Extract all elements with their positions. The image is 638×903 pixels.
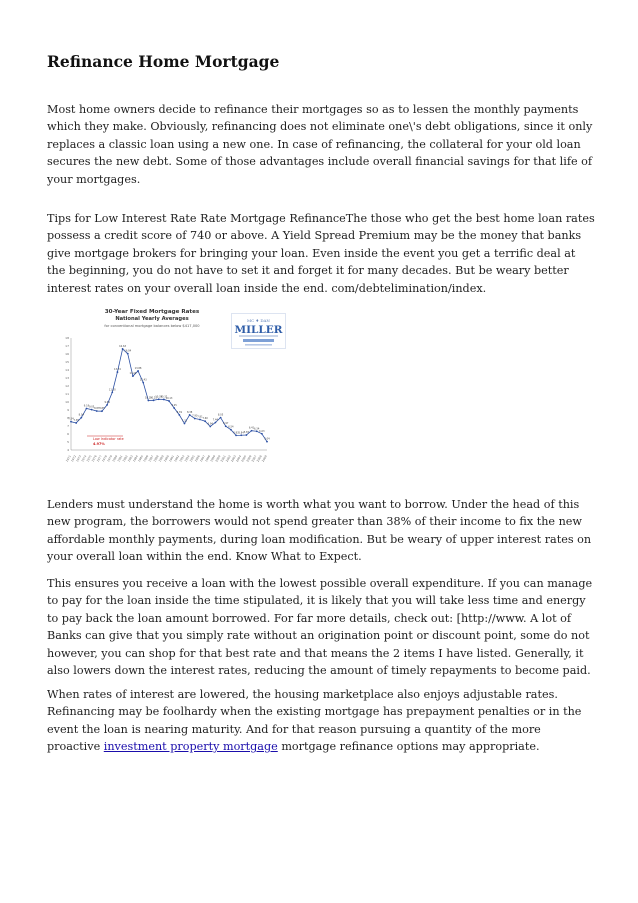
data-label: 5.84	[238, 431, 244, 435]
data-label: 9.05	[88, 405, 95, 409]
svg-text:MC ♦ DAN: MC ♦ DAN	[247, 318, 270, 323]
data-point	[153, 399, 155, 401]
x-tick-label: 2008	[255, 454, 263, 463]
paragraph-conclusion-text: When rates of interest are lowered, the housing marketplace also enjoys adjustable rates. Refinancing may be foolhardy when the existing mortgage has prepayment penalties or in the event the loan is nearing maturity. And for that reason pursuing a quantity of the more proactive	[47, 688, 582, 754]
x-tick-label: 1987	[147, 454, 155, 463]
data-label: 5.87	[243, 431, 250, 435]
x-tick-label: 1996	[193, 454, 201, 463]
y-tick-label: 7	[67, 424, 69, 428]
paragraph-conclusion	[47, 686, 595, 756]
series-line	[71, 349, 267, 442]
data-label: 13.74	[113, 368, 121, 372]
chart-title: 30-Year Fixed Mortgage Rates	[104, 309, 200, 315]
data-label: 8.04	[78, 413, 84, 417]
y-tick-label: 16	[65, 352, 69, 356]
x-tick-label: 2001	[219, 454, 227, 463]
x-tick-label: 1983	[126, 454, 134, 463]
data-label: 5.04	[264, 437, 270, 441]
x-tick-label: 1998	[204, 454, 212, 463]
x-tick-label: 1999	[209, 454, 217, 463]
data-point	[127, 353, 129, 355]
data-label: 6.03	[259, 429, 265, 433]
data-label: 7.81	[197, 415, 203, 419]
data-point	[122, 348, 124, 350]
y-tick-label: 13	[65, 376, 69, 380]
data-label: 13.88	[134, 366, 142, 370]
data-point	[220, 417, 222, 419]
y-tick-label: 15	[65, 360, 69, 364]
data-label: 8.87	[94, 407, 100, 411]
x-tick-label: 1986	[142, 454, 150, 463]
data-point	[178, 414, 180, 416]
data-label: 8.85	[99, 407, 105, 411]
y-tick-label: 17	[65, 344, 69, 348]
investment-property-mortgage-link[interactable]: investment property mortgage	[103, 740, 278, 754]
data-label: 9.19	[83, 404, 90, 408]
data-point	[117, 371, 119, 373]
data-label: 6.54	[228, 425, 234, 429]
data-point	[251, 430, 253, 432]
chart-annotation	[87, 436, 124, 446]
annotation-text: Low Indicator rate	[93, 437, 124, 441]
data-label: 10.34	[155, 395, 163, 399]
data-label: 6.41	[248, 426, 255, 430]
y-tick-label: 9	[67, 408, 69, 412]
x-tick-label: 1977	[95, 454, 103, 463]
data-label: 7.54	[68, 417, 74, 421]
y-tick-label: 4	[67, 448, 69, 452]
data-label: 6.94	[207, 422, 213, 426]
x-tick-label: 1972	[69, 454, 78, 463]
x-tick-label: 1994	[183, 454, 191, 463]
x-tick-label: 2002	[224, 454, 232, 463]
x-tick-label: 1981	[116, 454, 124, 463]
chart-marks	[68, 345, 270, 443]
data-point	[173, 407, 175, 409]
x-tick-label: 1984	[131, 454, 139, 463]
x-tick-label: 1975	[85, 454, 93, 463]
data-label: 7.38	[73, 418, 79, 422]
data-point	[86, 408, 88, 410]
data-label: 7.44	[212, 418, 219, 422]
x-tick-label: 1995	[188, 454, 196, 463]
data-label: 8.39	[176, 410, 182, 414]
x-tick-label: 1988	[152, 454, 160, 463]
y-tick-label: 14	[65, 368, 69, 372]
data-label: 7.93	[192, 414, 198, 418]
x-tick-label: 1985	[137, 454, 145, 463]
paragraph-conclusion-tail: mortgage refinance options may appropriate.	[277, 740, 540, 754]
data-point	[96, 410, 98, 412]
logo-text: MILLER	[234, 324, 283, 336]
data-label: 12.43	[139, 378, 147, 382]
data-label: 10.19	[144, 396, 152, 400]
data-point	[215, 422, 217, 424]
data-point	[204, 420, 206, 422]
data-point	[80, 417, 82, 419]
data-point	[75, 422, 77, 424]
logo-image	[231, 313, 286, 349]
x-tick-label: 1978	[100, 454, 108, 463]
data-point	[101, 410, 103, 412]
data-label: 5.83	[233, 431, 239, 435]
x-tick-label: 1992	[173, 454, 181, 463]
data-label: 16.04	[124, 349, 132, 353]
data-point	[245, 434, 247, 436]
x-tick-label: 1973	[75, 454, 83, 463]
x-tick-label: 1980	[111, 454, 119, 463]
paragraph-expenditure: This ensures you receive a loan with the lowest possible overall expenditure. If you can manage to pay for the loan inside the time stipulated, it is likely that you will take less time and energy to pay back the loan amount borrowed. For far more details, check out: [http://www. A lot of Banks can give that you simply rate without an origination point or discount point, some do not however, you can shop for that best rate and that means the 2 items I have listed. Generally, it also lowers down the interest rates, reducing the amount of timely repayments to become paid.	[47, 577, 593, 678]
data-point	[168, 400, 170, 402]
data-point	[70, 421, 72, 423]
page-title: Refinance Home Mortgage	[47, 52, 280, 71]
data-point	[261, 433, 263, 435]
data-label: 6.97	[223, 422, 229, 426]
data-label: 10.13	[165, 396, 173, 400]
x-tick-label: 1982	[121, 454, 129, 463]
x-tick-label: 2003	[229, 454, 237, 463]
data-point	[163, 399, 165, 401]
annotation-text: 4.97%	[93, 442, 105, 446]
x-tick-label: 1971	[64, 454, 72, 463]
x-tick-label: 2005	[240, 454, 248, 463]
data-label: 11.20	[108, 388, 116, 392]
data-label: 7.60	[202, 417, 208, 421]
y-tick-label: 18	[65, 336, 69, 340]
paragraph-lenders: Lenders must understand the home is worth what you want to borrow. Under the head of this new program, the borrowers would not spend greater than 38% of their income to fix the new affordable monthly payments, during loan modification. But be weary of upper interest rates on your overall loan within the end. Know What to Expect.	[47, 498, 592, 564]
x-tick-label: 2004	[235, 454, 243, 463]
x-tick-label: 2009	[260, 454, 268, 463]
data-point	[106, 404, 108, 406]
x-tick-label: 2006	[245, 454, 253, 463]
data-point	[209, 426, 211, 428]
data-point	[194, 418, 196, 420]
data-point	[199, 419, 201, 421]
data-label: 9.64	[104, 400, 110, 404]
x-tick-label: 2007	[250, 454, 258, 463]
data-point	[111, 392, 113, 394]
data-label: 8.05	[217, 413, 224, 417]
data-point	[184, 423, 186, 425]
data-label: 10.21	[150, 396, 157, 400]
x-tick-label: 1976	[90, 454, 98, 463]
data-point	[189, 414, 191, 416]
data-point	[230, 429, 232, 431]
data-point	[235, 434, 237, 436]
x-tick-label: 1974	[80, 454, 88, 463]
y-tick-label: 11	[65, 392, 69, 396]
x-tick-label: 1991	[167, 454, 176, 463]
data-label: 8.38	[186, 410, 193, 414]
data-point	[240, 434, 242, 436]
y-tick-label: 8	[67, 416, 69, 420]
y-tick-label: 5	[67, 440, 69, 444]
data-label: 16.63	[119, 344, 127, 348]
data-point	[91, 409, 93, 411]
data-point	[225, 425, 227, 427]
x-tick-label: 1997	[198, 454, 206, 463]
data-label: 6.34	[254, 427, 260, 431]
data-point	[147, 400, 149, 402]
chart-note: for conventional mortgage balances below $417,000	[104, 324, 200, 328]
x-tick-label: 1993	[178, 454, 186, 463]
x-tick-label: 1990	[162, 454, 170, 463]
data-point	[137, 370, 139, 372]
x-tick-label: 1989	[157, 454, 165, 463]
data-point	[142, 382, 144, 384]
paragraph-intro: Most home owners decide to refinance their mortgages so as to lessen the monthly payments which they make. Obviously, refinancing does not eliminate one\'s debt obligations, since it only replaces a classic loan using a new one. In case of refinancing, the collateral for your old loan secures the new debt. Some of those advantages include overall financial savings for that life of your mortgages.	[47, 103, 593, 186]
paragraph-tips: Tips for Low Interest Rate Rate Mortgage RefinanceThe those who get the best home loan rates possess a credit score of 740 or above. A Yield Spread Premium may be the money that banks give mortgage brokers for bringing your loan. Even inside the event you get a terrific deal at the beginning, you do not have to set it and forget it for many decades. But be weary better interest rates on your overall loan inside the end. com/debtelimination/index.	[47, 212, 595, 295]
data-label: 13.24	[129, 372, 137, 376]
y-tick-label: 12	[65, 384, 69, 388]
data-point	[266, 441, 268, 443]
x-tick-label: 1979	[106, 454, 114, 463]
y-tick-label: 10	[65, 400, 69, 404]
chart-subtitle: National Yearly Averages	[115, 316, 189, 322]
data-point	[132, 375, 134, 377]
company-logo	[231, 313, 286, 349]
data-label: 7.31	[181, 419, 188, 423]
data-label: 9.25	[171, 404, 177, 407]
data-label: 10.32	[160, 395, 168, 399]
data-point	[158, 398, 160, 400]
x-tick-label: 2000	[214, 454, 222, 463]
y-tick-label: 6	[67, 432, 69, 436]
data-point	[256, 430, 258, 432]
